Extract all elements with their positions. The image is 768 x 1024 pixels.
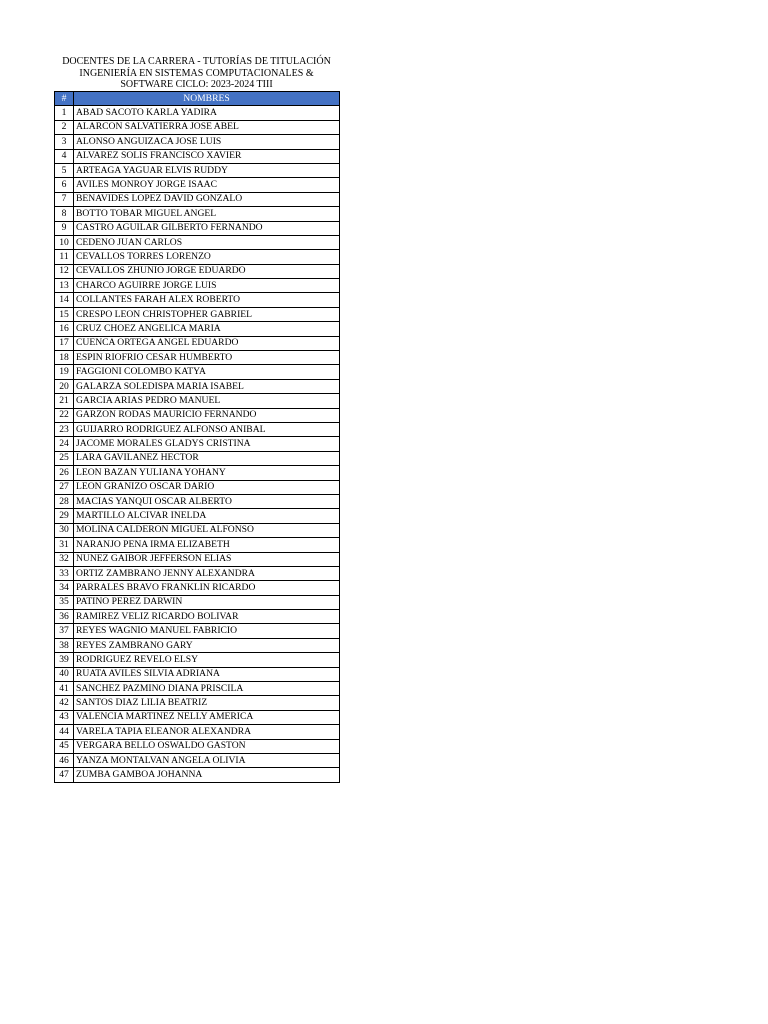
table-row [55, 624, 340, 638]
teacher-name: VALENCIA MARTINEZ NELLY AMERICA [74, 710, 340, 724]
table-row [55, 207, 340, 221]
teacher-name: CEDENO JUAN CARLOS [74, 235, 340, 249]
header-number: # [55, 92, 74, 106]
row-number: 44 [55, 725, 74, 739]
table-row [55, 394, 340, 408]
teacher-name: NARANJO PENA IRMA ELIZABETH [74, 538, 340, 552]
teacher-name: JACOME MORALES GLADYS CRISTINA [74, 437, 340, 451]
table-row [55, 581, 340, 595]
teacher-name: CEVALLOS ZHUNIO JORGE EDUARDO [74, 264, 340, 278]
table-row [55, 566, 340, 580]
row-number: 32 [55, 552, 74, 566]
table-row [55, 351, 340, 365]
table-row [55, 163, 340, 177]
table-row [55, 250, 340, 264]
teacher-name: GALARZA SOLEDISPA MARIA ISABEL [74, 379, 340, 393]
table-row [55, 610, 340, 624]
table-row [55, 322, 340, 336]
teacher-name: CRESPO LEON CHRISTOPHER GABRIEL [74, 307, 340, 321]
row-number: 28 [55, 494, 74, 508]
teachers-table [54, 91, 340, 783]
teacher-name: NUNEZ GAIBOR JEFFERSON ELIAS [74, 552, 340, 566]
row-number: 19 [55, 365, 74, 379]
teacher-name: ABAD SACOTO KARLA YADIRA [74, 106, 340, 120]
teacher-name: REYES WAGNIO MANUEL FABRICIO [74, 624, 340, 638]
table-row [55, 135, 340, 149]
teacher-name: MOLINA CALDERON MIGUEL ALFONSO [74, 523, 340, 537]
header-names: NOMBRES [74, 92, 340, 106]
row-number: 30 [55, 523, 74, 537]
table-row [55, 466, 340, 480]
table-row [55, 739, 340, 753]
table-row [55, 595, 340, 609]
row-number: 37 [55, 624, 74, 638]
teacher-name: LEON GRANIZO OSCAR DARIO [74, 480, 340, 494]
table-row [55, 178, 340, 192]
teacher-name: FAGGIONI COLOMBO KATYA [74, 365, 340, 379]
teacher-name: CRUZ CHOEZ ANGELICA MARIA [74, 322, 340, 336]
row-number: 10 [55, 235, 74, 249]
row-number: 34 [55, 581, 74, 595]
row-number: 3 [55, 135, 74, 149]
row-number: 22 [55, 408, 74, 422]
title-line-1: DOCENTES DE LA CARRERA - TUTORÍAS DE TITULACIÓN [62, 56, 331, 67]
row-number: 12 [55, 264, 74, 278]
table-row [55, 494, 340, 508]
teacher-name: RODRIGUEZ REVELO ELSY [74, 653, 340, 667]
table-row [55, 509, 340, 523]
teacher-name: BENAVIDES LOPEZ DAVID GONZALO [74, 192, 340, 206]
table-row [55, 538, 340, 552]
row-number: 26 [55, 466, 74, 480]
row-number: 46 [55, 753, 74, 767]
row-number: 25 [55, 451, 74, 465]
teacher-name: GARCIA ARIAS PEDRO MANUEL [74, 394, 340, 408]
table-row [55, 667, 340, 681]
table-row [55, 365, 340, 379]
table-row [55, 552, 340, 566]
table-row [55, 149, 340, 163]
row-number: 35 [55, 595, 74, 609]
row-number: 47 [55, 768, 74, 782]
row-number: 29 [55, 509, 74, 523]
row-number: 31 [55, 538, 74, 552]
teacher-name: ALONSO ANGUIZACA JOSE LUIS [74, 135, 340, 149]
teacher-name: LEON BAZAN YULIANA YOHANY [74, 466, 340, 480]
row-number: 23 [55, 422, 74, 436]
teacher-name: REYES ZAMBRANO GARY [74, 638, 340, 652]
table-row [55, 221, 340, 235]
row-number: 42 [55, 696, 74, 710]
table-row [55, 638, 340, 652]
table-row [55, 696, 340, 710]
teacher-name: ZUMBA GAMBOA JOHANNA [74, 768, 340, 782]
row-number: 18 [55, 351, 74, 365]
row-number: 33 [55, 566, 74, 580]
row-number: 21 [55, 394, 74, 408]
teacher-name: RUATA AVILES SILVIA ADRIANA [74, 667, 340, 681]
row-number: 2 [55, 120, 74, 134]
row-number: 5 [55, 163, 74, 177]
row-number: 38 [55, 638, 74, 652]
row-number: 27 [55, 480, 74, 494]
teacher-name: CASTRO AGUILAR GILBERTO FERNANDO [74, 221, 340, 235]
title-line-2: INGENIERÍA EN SISTEMAS COMPUTACIONALES & [79, 67, 314, 79]
teacher-name: CUENCA ORTEGA ANGEL EDUARDO [74, 336, 340, 350]
row-number: 20 [55, 379, 74, 393]
teacher-name: COLLANTES FARAH ALEX ROBERTO [74, 293, 340, 307]
table-row [55, 307, 340, 321]
row-number: 24 [55, 437, 74, 451]
table-row [55, 120, 340, 134]
table-row [55, 653, 340, 667]
teacher-name: ESPIN RIOFRIO CESAR HUMBERTO [74, 351, 340, 365]
teacher-name: GUIJARRO RODRIGUEZ ALFONSO ANIBAL [74, 422, 340, 436]
title-line-3: SOFTWARE CICLO: 2023-2024 TIII [120, 79, 273, 90]
table-row [55, 480, 340, 494]
row-number: 14 [55, 293, 74, 307]
table-row [55, 523, 340, 537]
teacher-name: MACIAS YANQUI OSCAR ALBERTO [74, 494, 340, 508]
table-row [55, 235, 340, 249]
table-row [55, 422, 340, 436]
teacher-name: SANCHEZ PAZMINO DIANA PRISCILA [74, 682, 340, 696]
teacher-name: PATINO PEREZ DARWIN [74, 595, 340, 609]
table-row [55, 725, 340, 739]
row-number: 13 [55, 279, 74, 293]
table-row [55, 451, 340, 465]
table-row [55, 192, 340, 206]
table-row [55, 408, 340, 422]
row-number: 15 [55, 307, 74, 321]
table-row [55, 279, 340, 293]
table-row [55, 710, 340, 724]
table-row [55, 379, 340, 393]
teacher-name: VARELA TAPIA ELEANOR ALEXANDRA [74, 725, 340, 739]
row-number: 9 [55, 221, 74, 235]
teacher-name: RAMIREZ VELIZ RICARDO BOLIVAR [74, 610, 340, 624]
teacher-name: ALARCON SALVATIERRA JOSE ABEL [74, 120, 340, 134]
teacher-name: BOTTO TOBAR MIGUEL ANGEL [74, 207, 340, 221]
teacher-name: GARZON RODAS MAURICIO FERNANDO [74, 408, 340, 422]
table-body [55, 106, 340, 782]
table-header-row [55, 92, 340, 106]
row-number: 4 [55, 149, 74, 163]
row-number: 36 [55, 610, 74, 624]
teacher-name: ORTIZ ZAMBRANO JENNY ALEXANDRA [74, 566, 340, 580]
teacher-name: CHARCO AGUIRRE JORGE LUIS [74, 279, 340, 293]
teacher-name: LARA GAVILANEZ HECTOR [74, 451, 340, 465]
teacher-name: VERGARA BELLO OSWALDO GASTON [74, 739, 340, 753]
teacher-name: SANTOS DIAZ LILIA BEATRIZ [74, 696, 340, 710]
table-row [55, 768, 340, 782]
teacher-name: CEVALLOS TORRES LORENZO [74, 250, 340, 264]
teacher-name: ALVAREZ SOLIS FRANCISCO XAVIER [74, 149, 340, 163]
table-row [55, 264, 340, 278]
teacher-name: YANZA MONTALVAN ANGELA OLIVIA [74, 753, 340, 767]
row-number: 8 [55, 207, 74, 221]
row-number: 17 [55, 336, 74, 350]
row-number: 11 [55, 250, 74, 264]
document-title [54, 56, 339, 91]
teacher-name: PARRALES BRAVO FRANKLIN RICARDO [74, 581, 340, 595]
table-row [55, 293, 340, 307]
teacher-name: ARTEAGA YAGUAR ELVIS RUDDY [74, 163, 340, 177]
row-number: 43 [55, 710, 74, 724]
table-row [55, 682, 340, 696]
row-number: 16 [55, 322, 74, 336]
row-number: 39 [55, 653, 74, 667]
table-row [55, 437, 340, 451]
row-number: 41 [55, 682, 74, 696]
row-number: 45 [55, 739, 74, 753]
row-number: 7 [55, 192, 74, 206]
row-number: 6 [55, 178, 74, 192]
table-row [55, 106, 340, 120]
table-row [55, 336, 340, 350]
row-number: 1 [55, 106, 74, 120]
teacher-name: MARTILLO ALCIVAR INELDA [74, 509, 340, 523]
table-row [55, 753, 340, 767]
row-number: 40 [55, 667, 74, 681]
teacher-name: AVILES MONROY JORGE ISAAC [74, 178, 340, 192]
